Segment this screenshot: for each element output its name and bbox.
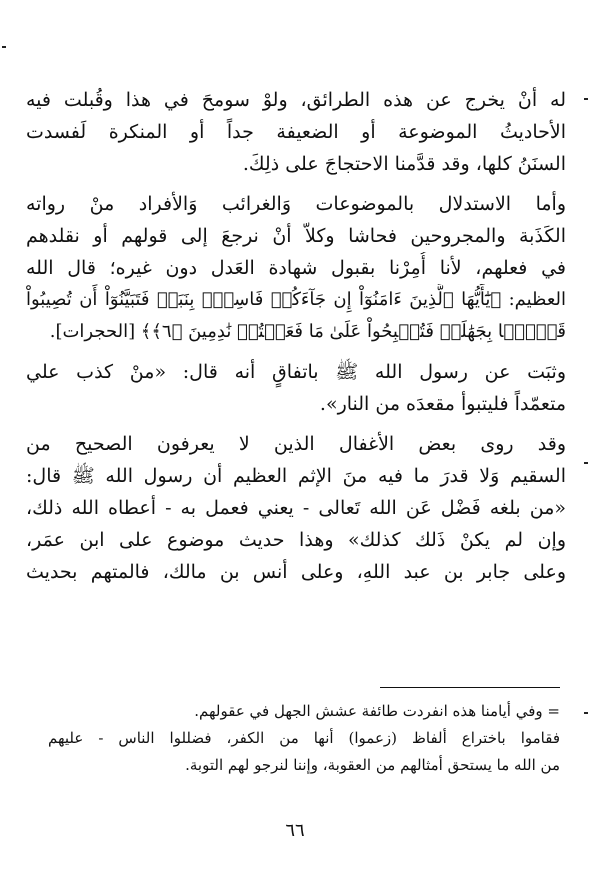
text-line: في فعلهم، لأنا أُمِرْنا بقبول شهادة العَدل دون غيره؛ قال الله — [26, 257, 566, 279]
text-line: له أنْ يخرج عن هذه الطرائق، ولوْ سومحَ في هذا وقُبلت فيه — [26, 89, 566, 111]
text-line: السنَنُ كلها، وقد قدَّمنا الاحتجاجَ على ذلِكَ. — [242, 153, 566, 175]
text-line: وإن لم يكنْ ذَلك كذلك» وهذا حديث موضوع على ابن عمَر، — [26, 529, 566, 551]
text-line: متعمّداً فليتبوأ مقعدَه من النار». — [319, 393, 566, 415]
text-line: وقد روى بعض الأغفال الذين لا يعرفون الصحيح من — [26, 433, 566, 455]
text-line: وثبَت عن رسول الله ﷺ باتفاقٍ أنه قال: «منْ كذب علي — [26, 361, 566, 383]
main-text — [26, 84, 566, 588]
footnote-line: فقاموا باختراع ألفاظ (زعموا) أنها من الكفر، فضللوا الناس - عليهم — [48, 729, 560, 747]
scan-edge-mark — [584, 462, 588, 464]
scan-edge-mark — [2, 46, 6, 48]
paragraph — [26, 356, 566, 420]
text-line: الكَذَبة والمجروحين فحاشا وكلاّ أنْ نرجعَ إلى قولهم أو نقلدهم — [26, 225, 566, 247]
scan-edge-mark — [584, 98, 588, 100]
text-line: وأما الاستدلال بالموضوعات وَالغرائب وَالأفراد منْ رواته — [26, 193, 566, 215]
footnote-line: من الله ما يستحق أمثالهم من العقوبة، وإننا لنرجو لهم التوبة. — [185, 756, 560, 774]
footnote-line: = وفي أيامنا هذه انفردت طائفة عشش الجهل في عقولهم. — [194, 702, 560, 720]
quran-verse-line: قَوۡمَۢا بِجَهَٰلَةٖ فَتُصۡبِحُواْ عَلَىٰ مَا فَعَلۡتُمۡ نَٰدِمِينَ ﴿٦﴾﴾ [الحجرات]. — [49, 321, 566, 342]
text-line: الأحاديثُ الموضوعة أو الضعيفة جداً أو المنكرة لَفسدت — [26, 121, 566, 143]
paragraph — [26, 188, 566, 348]
quran-verse-line: العظيم: ﴿يَٰٓأَيُّهَا ٱلَّذِينَ ءَامَنُوٓاْ إِن جَآءَكُمۡ فَاسِقُۢ بِنَبَإٖ فَتَبَيَّنُوٓاْ أَن تُصِيبُواْ — [26, 289, 566, 310]
text-line: وعلى جابر بن عبد اللهِ، وعلى أنس بن مالك، فالمتهم بحديث — [26, 561, 566, 583]
text-line: السقيم وَلا قدرَ ما فيه منَ الإثم العظيم أن رسول الله ﷺ قال: — [26, 465, 566, 487]
footnote-separator — [380, 687, 560, 688]
paragraph — [26, 428, 566, 588]
scan-edge-mark — [584, 712, 588, 714]
paragraph — [26, 84, 566, 180]
page-number: ٦٦ — [285, 820, 305, 841]
text-line: «من بلغه فَضْل عَن الله تَعالى - يعني فعمل به - أعطاه الله ذلك، — [26, 497, 566, 519]
footnote — [48, 698, 560, 779]
